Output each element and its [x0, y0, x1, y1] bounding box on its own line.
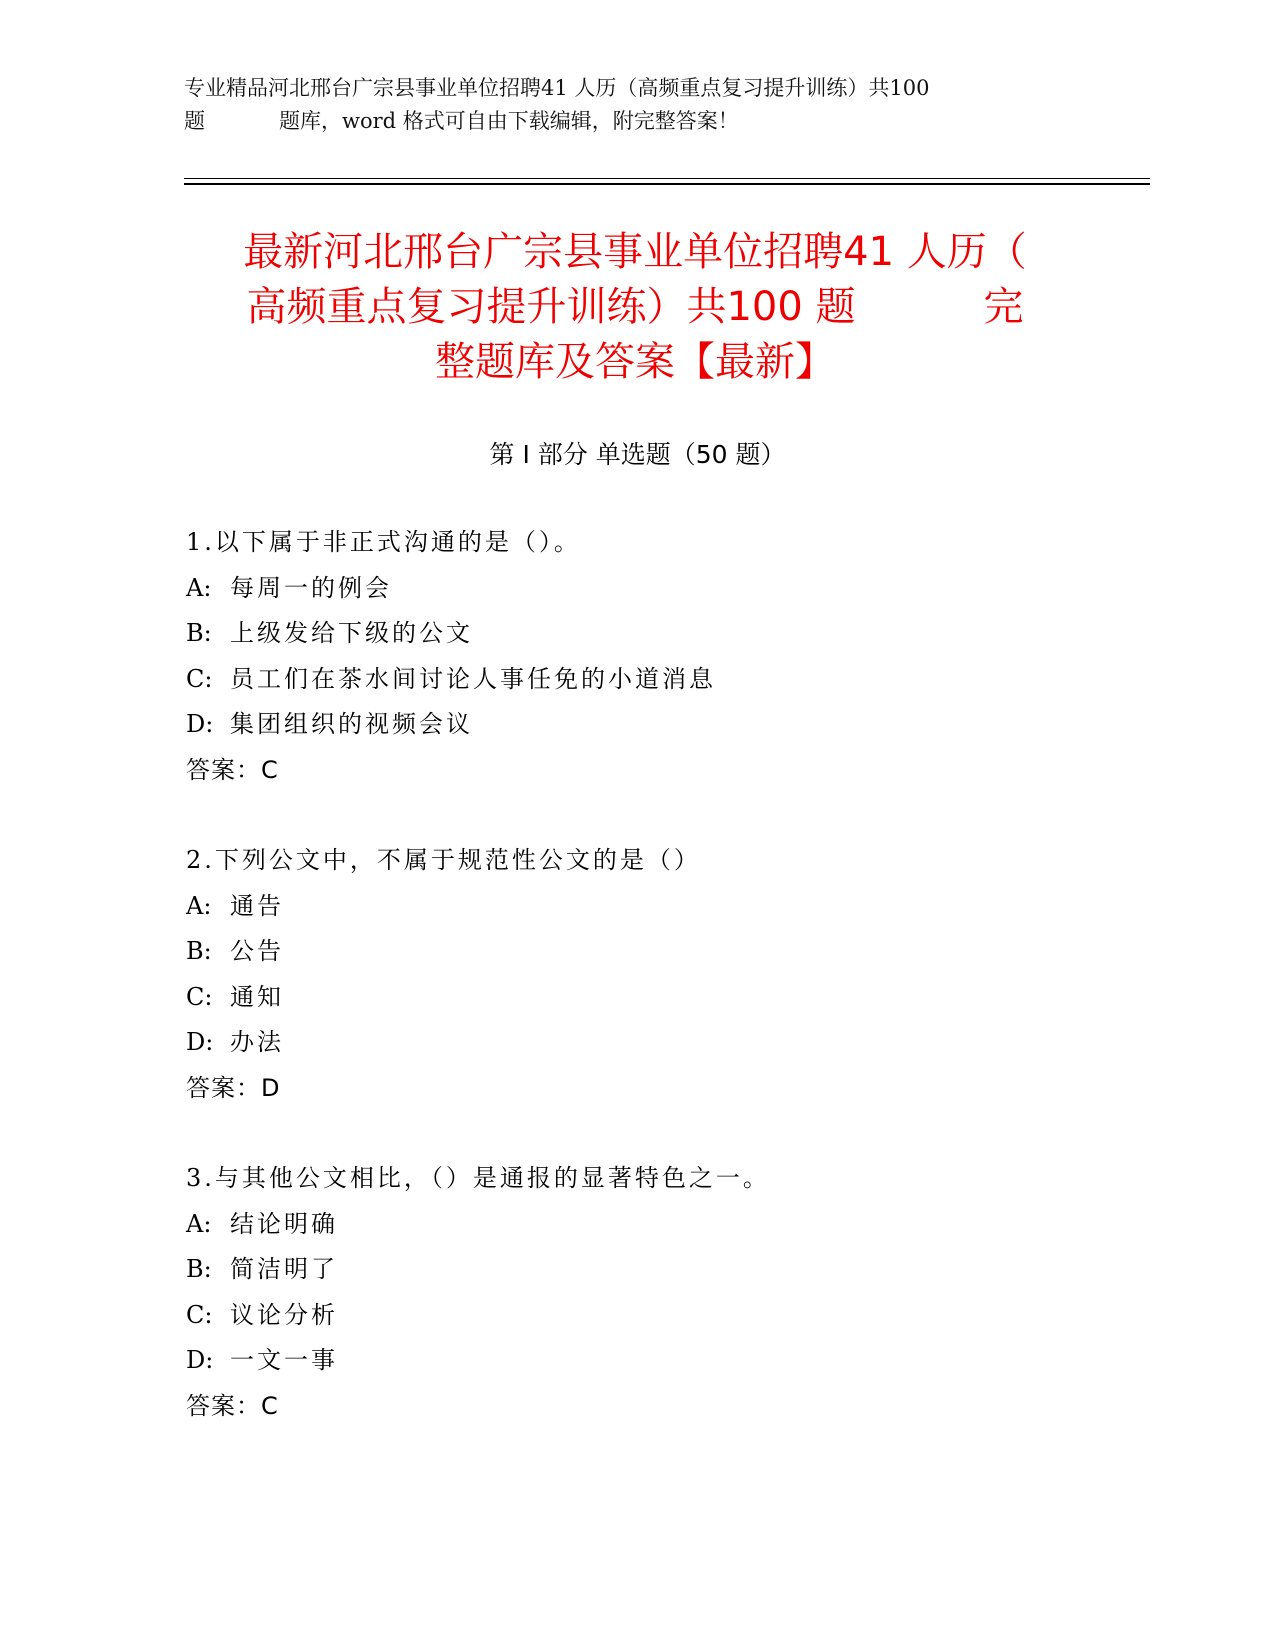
- question-block: [186, 838, 1086, 1111]
- section-heading: 第 I 部分 单选题（50 题）: [489, 440, 786, 469]
- option-key: C:: [186, 1300, 213, 1329]
- answer-line: 答案：C: [186, 755, 279, 784]
- option-text: 公告: [230, 937, 284, 965]
- option-text: 通告: [230, 891, 284, 920]
- option-d: [186, 702, 1086, 748]
- option-text: 简洁明了: [230, 1255, 338, 1283]
- option-key: A:: [186, 891, 212, 920]
- title-line3: 整题库及答案【最新】: [435, 339, 835, 385]
- option-key: A:: [186, 573, 212, 602]
- title-line2-end: 完: [983, 284, 1024, 330]
- option-text: 议论分析: [230, 1300, 338, 1329]
- option-d: [186, 1338, 1086, 1384]
- title-line2: [180, 280, 1090, 335]
- option-key: B:: [186, 619, 212, 647]
- option-text: 员工们在茶水间讨论人事任免的小道消息: [230, 664, 716, 693]
- question-stem: 1.以下属于非正式沟通的是（）。: [186, 528, 581, 556]
- option-a: [186, 1202, 1086, 1248]
- option-key: C:: [186, 664, 213, 693]
- title-line1: 最新河北邢台广宗县事业单位招聘41 人历（: [243, 229, 1027, 275]
- question-stem: 3.与其他公文相比，（）是通报的显著特色之一。: [186, 1164, 770, 1192]
- option-d: [186, 1020, 1086, 1066]
- option-key: A:: [186, 1209, 212, 1238]
- option-text: 结论明确: [230, 1209, 338, 1238]
- question-block: [186, 1156, 1086, 1429]
- option-c: [186, 975, 1086, 1021]
- option-key: B:: [186, 937, 212, 965]
- option-text: 集团组织的视频会议: [230, 710, 473, 738]
- question-stem: 2.下列公文中，不属于规范性公文的是（）: [186, 846, 701, 874]
- question-block: [186, 520, 1086, 793]
- option-key: B:: [186, 1255, 212, 1283]
- option-c: [186, 657, 1086, 703]
- option-a: [186, 884, 1086, 930]
- title-line2-start: 高频重点复习提升训练）共100 题: [246, 284, 856, 330]
- header-note-line1: 专业精品河北邢台广宗县事业单位招聘41 人历（高频重点复习提升训练）共100: [184, 76, 930, 100]
- option-text: 办法: [230, 1028, 284, 1056]
- option-b: [186, 1247, 1086, 1293]
- option-text: 每周一的例会: [230, 573, 392, 602]
- option-key: C:: [186, 982, 213, 1011]
- answer-line: 答案：C: [186, 1391, 279, 1420]
- option-a: [186, 566, 1086, 612]
- option-c: [186, 1293, 1086, 1339]
- option-text: 一文一事: [230, 1346, 338, 1374]
- option-b: [186, 929, 1086, 975]
- header-note-line2-end: 题库，word 格式可自由下载编辑，附完整答案！: [279, 109, 739, 133]
- header-divider-thick: [184, 183, 1150, 185]
- header-note-line2-start: 题: [184, 109, 205, 133]
- option-key: D:: [186, 1028, 214, 1056]
- header-note-line2: [184, 105, 1084, 138]
- option-text: 通知: [230, 982, 284, 1011]
- header-note: [184, 72, 1084, 138]
- option-key: D:: [186, 710, 214, 738]
- option-key: D:: [186, 1346, 214, 1374]
- option-b: [186, 611, 1086, 657]
- option-text: 上级发给下级的公文: [230, 619, 473, 647]
- answer-line: 答案：D: [186, 1073, 281, 1102]
- header-divider-thin: [184, 178, 1150, 179]
- document-title: [180, 225, 1090, 390]
